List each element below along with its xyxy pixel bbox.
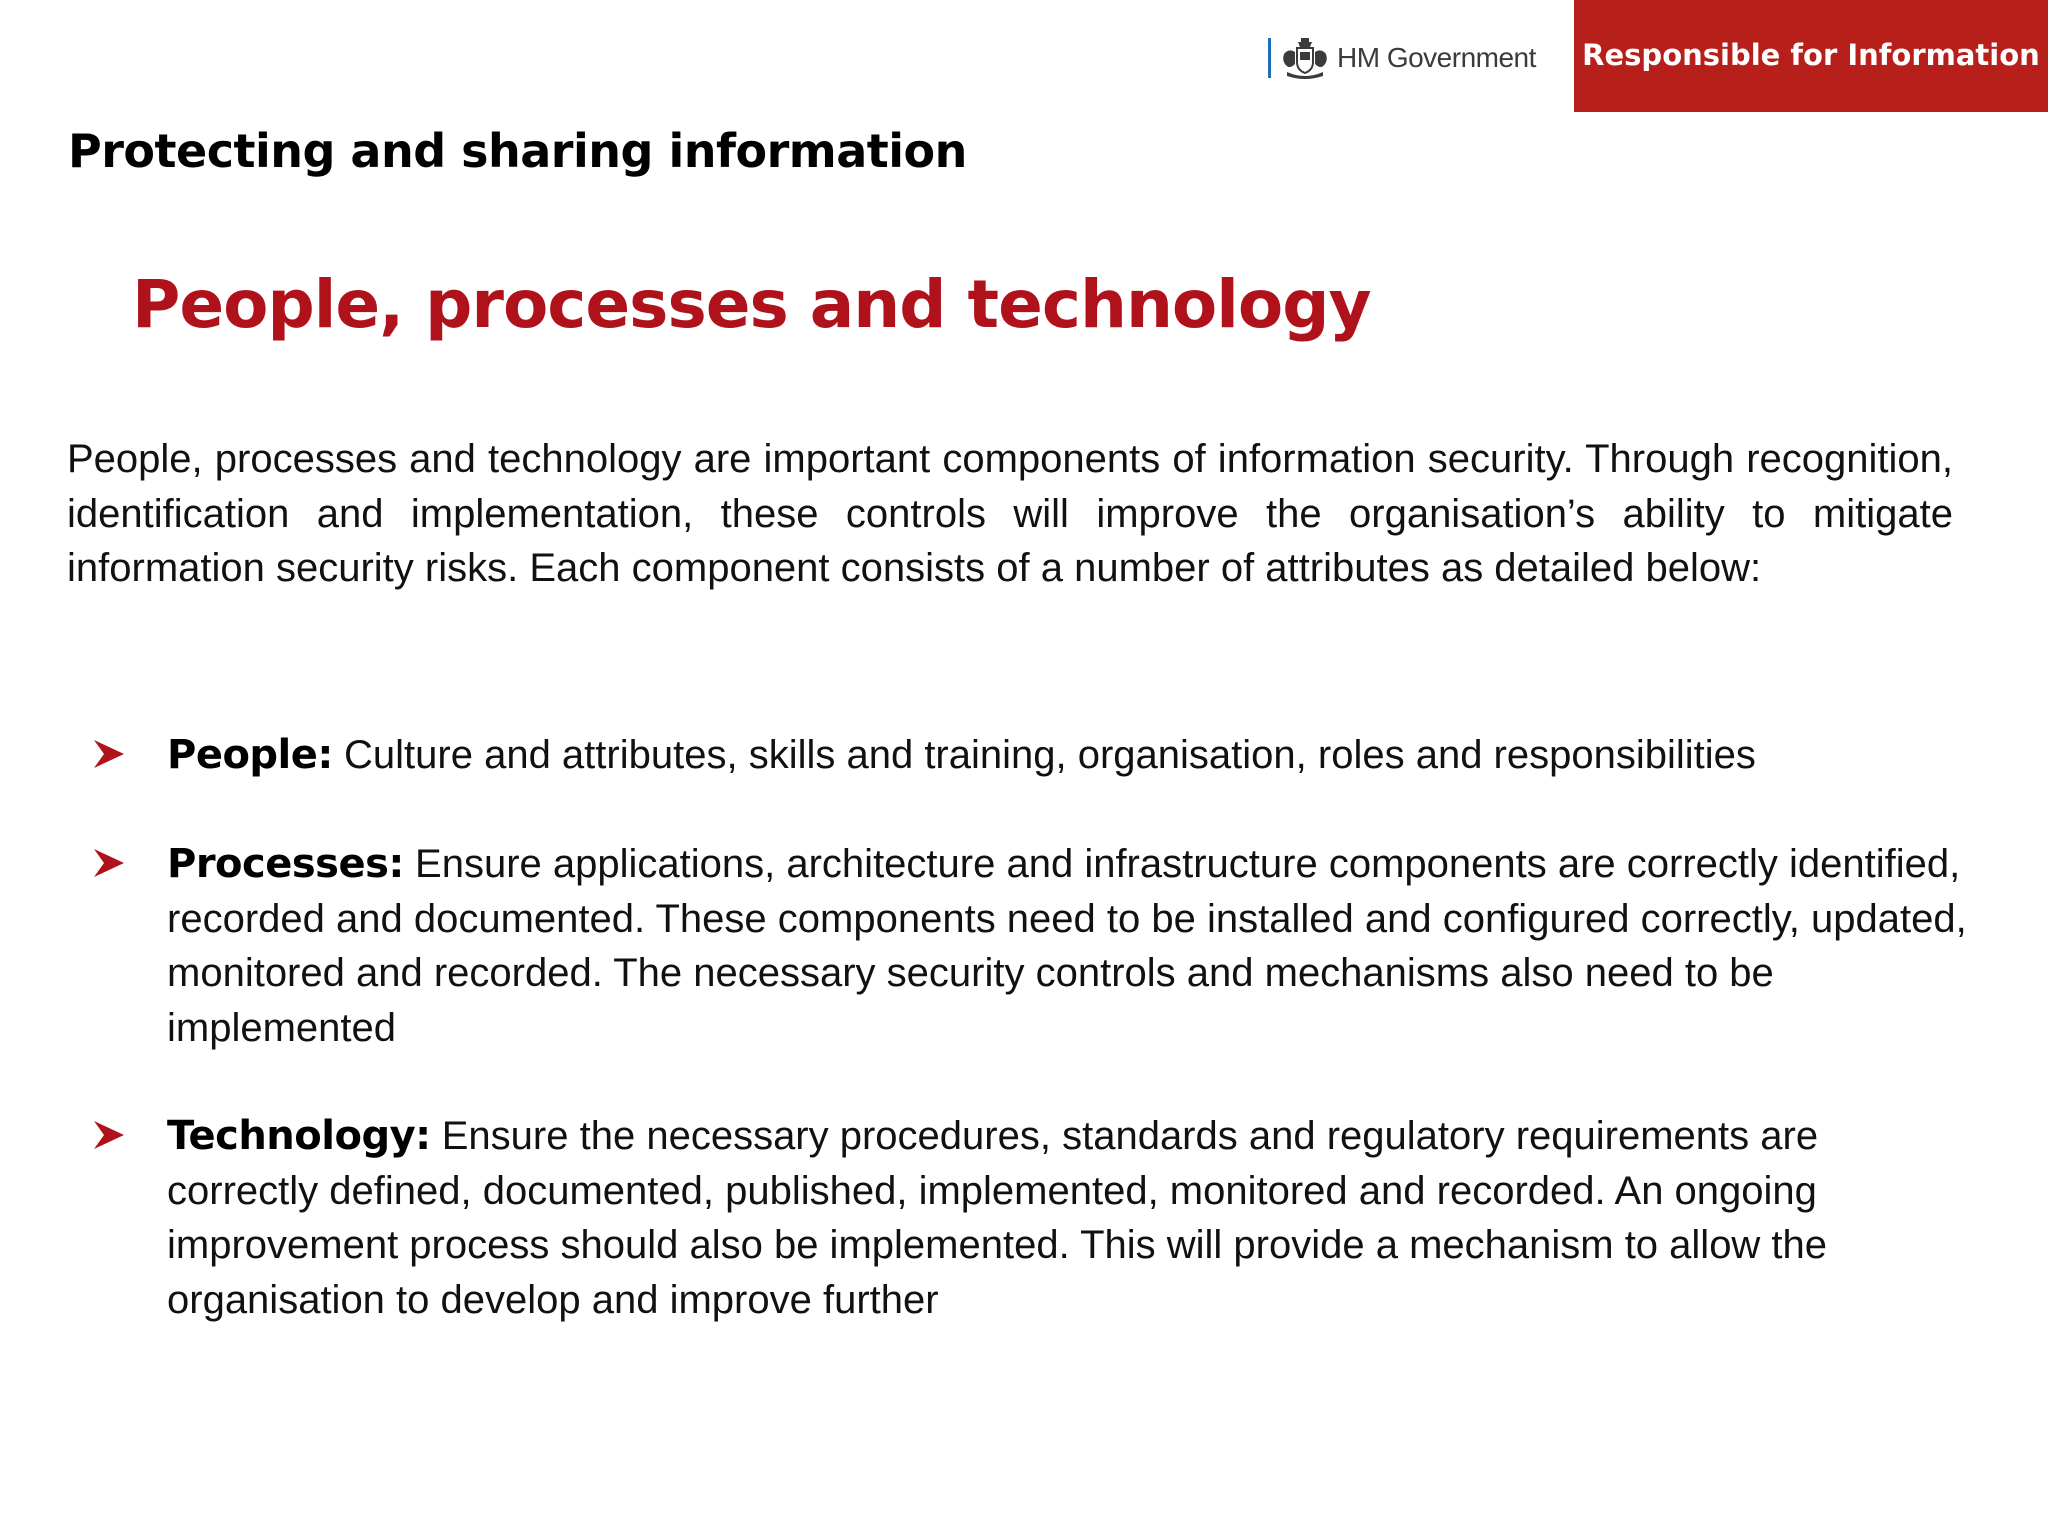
bullet-label: People: bbox=[167, 732, 333, 778]
responsible-for-information-banner bbox=[1574, 0, 2048, 112]
logo-divider bbox=[1268, 38, 1271, 78]
hm-government-text: HM Government bbox=[1337, 42, 1536, 73]
bullet-text bbox=[167, 837, 1967, 1055]
bullet-text bbox=[167, 1109, 1967, 1327]
banner-tagline: Responsible for Information bbox=[1582, 38, 2040, 72]
bullet-label: Processes: bbox=[167, 841, 404, 887]
slide-title: People, processes and technology bbox=[132, 266, 1371, 343]
arrow-bullet-icon bbox=[92, 847, 126, 879]
bullet-label: Technology: bbox=[167, 1113, 431, 1159]
intro-paragraph: People, processes and technology are important components of information security. Through recognition, identification and implementation, these controls will improve the organisation’s ability to mitigate information security risks. Each component consists of a number of attributes as detailed below: bbox=[67, 437, 1953, 590]
arrow-bullet-icon bbox=[92, 738, 126, 770]
bullet-text bbox=[167, 728, 1967, 783]
hm-government-logo bbox=[1268, 34, 1536, 82]
bullet-body: Ensure applications, architecture and infrastructure components are correctly identified, recorded and documented. These components need to be installed and configured correctly, updated, monitored and recorded. The necessary security controls and mechanisms also need to be implemented bbox=[167, 842, 1967, 1050]
bullet-body: Ensure the necessary procedures, standards and regulatory requirements are correctly defined, documented, published, implemented, monitored and recorded. An ongoing improvement process should also be implemented. This will provide a mechanism to allow the organisation to develop and improve further bbox=[167, 1114, 1828, 1322]
section-supertitle: Protecting and sharing information bbox=[68, 124, 967, 178]
arrow-bullet-icon bbox=[92, 1119, 126, 1151]
bullet-body: Culture and attributes, skills and training, organisation, roles and responsibilities bbox=[332, 733, 1756, 777]
royal-coat-of-arms-icon bbox=[1281, 36, 1329, 80]
